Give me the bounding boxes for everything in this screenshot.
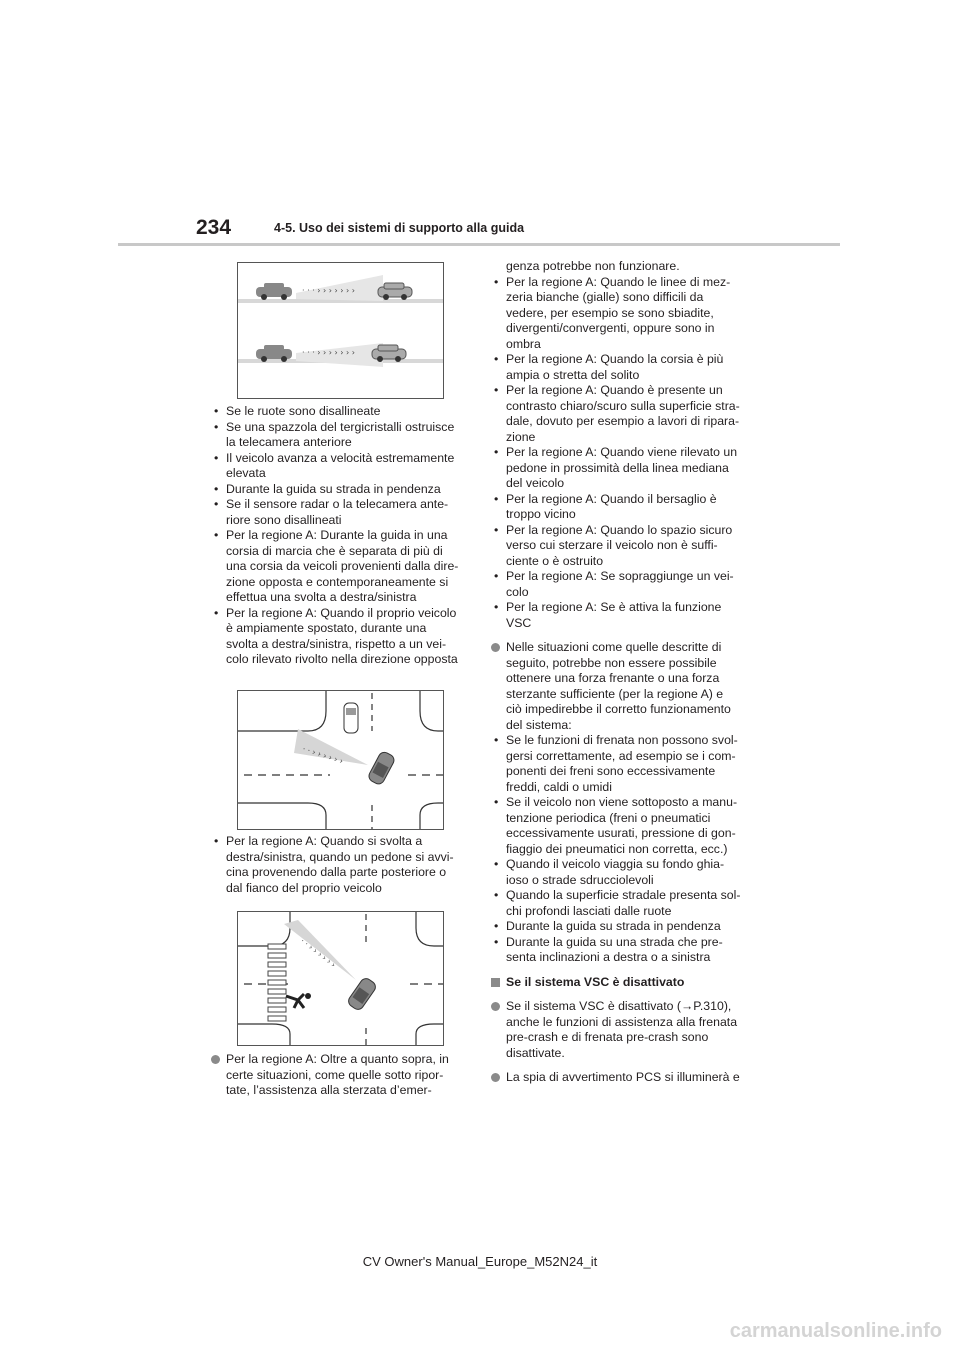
bullet-item: • Per la regione A: Quando le linee di mez- [491, 275, 761, 291]
bullet-item: • Se una spazzola del tergicristalli ostruisce [211, 420, 473, 436]
section-title: 4-5. Uso dei sistemi di supporto alla guida [274, 221, 525, 235]
bullet-continuation: vedere, per esempio se sono sbiadite, [506, 305, 714, 320]
bullet-continuation: verso cui sterzare il veicolo non è suffi- [506, 538, 718, 552]
circle-bullet-paragraph [491, 640, 761, 733]
bullet-item: • Per la regione A: Se sopraggiunge un vei- [491, 569, 761, 585]
paragraph-line: ciò impedirebbe il corretto funzionamento [506, 702, 731, 716]
left-column-block-3 [211, 1043, 473, 1099]
circle-bullet-paragraph [491, 1070, 761, 1086]
figure-intersection-turn [237, 690, 444, 830]
circle-bullet-paragraph [211, 1052, 473, 1099]
bullet-continuation: VSC [506, 615, 532, 630]
bullet-item: • Durante la guida su strada in pendenza [211, 482, 473, 498]
bullet-item: • Per la regione A: Quando la corsia è più [491, 352, 761, 368]
bullet-item: • Se le funzioni di frenata non possono svol- [491, 733, 761, 749]
bullet-item: • Quando il veicolo viaggia su fondo ghia- [491, 857, 761, 873]
paragraph-line: seguito, potrebbe non essere possibile [506, 655, 717, 670]
circle-bullet-paragraph [491, 999, 761, 1061]
bullet-continuation: svolta a destra/sinistra, rispetto a un vei- [226, 636, 447, 651]
bullet-continuation: ciente o è ostruito [506, 553, 604, 568]
bullet-continuation: divergenti/convergenti, oppure sono in [506, 321, 715, 335]
arrow-icon: → [680, 999, 694, 1013]
paragraph-line: Per la regione A: Oltre a quanto sopra, in [226, 1052, 449, 1066]
bullet-continuation: corsia di marcia che è separata di più di [226, 543, 443, 558]
bullet-continuation: destra/sinistra, quando un pedone si avvi- [226, 849, 454, 864]
bullet-continuation: colo rilevato rivolto nella direzione opposta [226, 652, 458, 666]
bullet-item: • Durante la guida su una strada che pre- [491, 935, 761, 951]
bullet-continuation: ampia o stretta del solito [506, 367, 640, 382]
figure-road-cars [237, 262, 444, 399]
bullet-continuation: chi profondi lasciati dalle ruote [506, 903, 672, 918]
paragraph-line: pre-crash e di frenata pre-crash sono [506, 1030, 709, 1044]
bullet-item: • Per la regione A: Quando lo spazio sicuro [491, 523, 761, 539]
bullet-continuation: ombra [506, 336, 541, 351]
page-number: 234 [196, 216, 232, 239]
page-reference-link[interactable]: P.310), [693, 999, 732, 1013]
bullet-item: • Se il sensore radar o la telecamera ante- [211, 497, 473, 513]
bullet-item: • Quando la superficie stradale presenta sol- [491, 888, 761, 904]
left-column-block-2 [211, 834, 473, 896]
bullet-continuation: la telecamera anteriore [226, 435, 352, 449]
bullet-continuation: fiaggio dei pneumatici non corretta, ecc.) [506, 841, 728, 856]
bullet-continuation: genza potrebbe non funzionare. [506, 259, 680, 273]
bullet-continuation: cina provenendo dalla parte posteriore o [226, 865, 447, 879]
watermark: carmanualsonline.info [729, 1320, 942, 1342]
paragraph-line: certe situazioni, come quelle sotto ripor- [226, 1067, 444, 1082]
bullet-continuation: gersi correttamente, ad esempio se i com- [506, 748, 736, 763]
svg-text:· · · › › › › › › ›: · · · › › › › › › › [302, 348, 355, 357]
footer-manual-name: CV Owner's Manual_Europe_M52N24_it [362, 1254, 598, 1269]
bullet-item: • Per la regione A: Durante la guida in una [211, 528, 473, 544]
figure-intersection-pedestrian [237, 911, 444, 1046]
bullet-continuation: una corsia da veicoli provenienti dalla dire- [226, 559, 459, 573]
paragraph-line [506, 999, 761, 1015]
bullet-continuation: zeria bianche (gialle) sono difficili da [506, 290, 704, 304]
bullet-item: • Per la regione A: Quando si svolta a [211, 834, 473, 850]
paragraph-line: anche le funzioni di assistenza alla frenata [506, 1014, 738, 1029]
bullet-continuation: ponenti dei freni sono eccessivamente [506, 764, 716, 778]
bullet-item: • Per la regione A: Quando il proprio veicolo [211, 606, 473, 622]
svg-text:· · › › › › › ›: · · › › › › › › [298, 936, 338, 970]
bullet-item: • Il veicolo avanza a velocità estremamente [211, 451, 473, 467]
header-rule [118, 243, 840, 246]
paragraph-line: del sistema: [506, 717, 572, 732]
bullet-continuation: dale, dovuto per esempio a lavori di ripara- [506, 414, 740, 428]
svg-text:· · › › › › › ›: · · › › › › › › [301, 744, 345, 766]
bullet-continuation: troppo vicino [506, 507, 576, 521]
text-span: Se il sistema VSC è disattivato ( [506, 999, 681, 1013]
bullet-continuation: colo [506, 584, 529, 599]
bullet-continuation: effettua una svolta a destra/sinistra [226, 590, 417, 604]
subheading: Se il sistema VSC è disattivato [491, 975, 761, 991]
bullet-item: • Per la regione A: Quando viene rilevato un [491, 445, 761, 461]
bullet-continuation: contrasto chiaro/scuro sulla superficie stra- [506, 398, 740, 413]
bullet-item: • Se il veicolo non viene sottoposto a manu- [491, 795, 761, 811]
bullet-continuation: dal fianco del proprio veicolo [226, 880, 382, 895]
bullet-continuation: ioso o strade sdrucciolevoli [506, 872, 654, 887]
bullet-continuation: del veicolo [506, 476, 565, 490]
paragraph-line: sterzante sufficiente (per la regione A) e [506, 686, 724, 701]
bullet-continuation: zione opposta e contemporaneamente si [226, 574, 449, 589]
bullet-item: • Per la regione A: Quando il bersaglio è [491, 492, 761, 508]
bullet-item: • Se le ruote sono disallineate [211, 404, 473, 420]
bullet-continuation: tenzione periodica (freni o pneumatici [506, 810, 711, 825]
left-column-block-1 [211, 404, 473, 668]
paragraph-line: ottenere una forza frenante o una forza [506, 671, 720, 685]
bullet-item: • Per la regione A: Quando è presente un [491, 383, 761, 399]
svg-text:· · · › › › › › › ›: · · · › › › › › › › [302, 286, 355, 295]
bullet-continuation: pedone in prossimità della linea mediana [506, 460, 729, 475]
bullet-continuation: riore sono disallineati [226, 512, 342, 527]
bullet-continuation: elevata [226, 466, 266, 480]
bullet-continuation: è ampiamente spostato, durante una [226, 621, 427, 635]
bullet-continuation: senta inclinazioni a destra o a sinistra [506, 950, 711, 964]
paragraph-line: Nelle situazioni come quelle descritte di [506, 640, 722, 654]
bullet-continuation: zione [506, 429, 536, 444]
paragraph-line: disattivate. [506, 1045, 565, 1060]
bullet-item: • Durante la guida su strada in pendenza [491, 919, 761, 935]
paragraph-line: tate, l’assistenza alla sterzata d’emer- [226, 1083, 432, 1097]
bullet-continuation: eccessivamente usurati, pressione di gon- [506, 826, 736, 840]
paragraph-line: La spia di avvertimento PCS si illuminerà e [506, 1070, 740, 1084]
bullet-continuation: freddi, caldi o umidi [506, 779, 612, 794]
bullet-item: • Per la regione A: Se è attiva la funzione [491, 600, 761, 616]
right-column [491, 259, 761, 1086]
